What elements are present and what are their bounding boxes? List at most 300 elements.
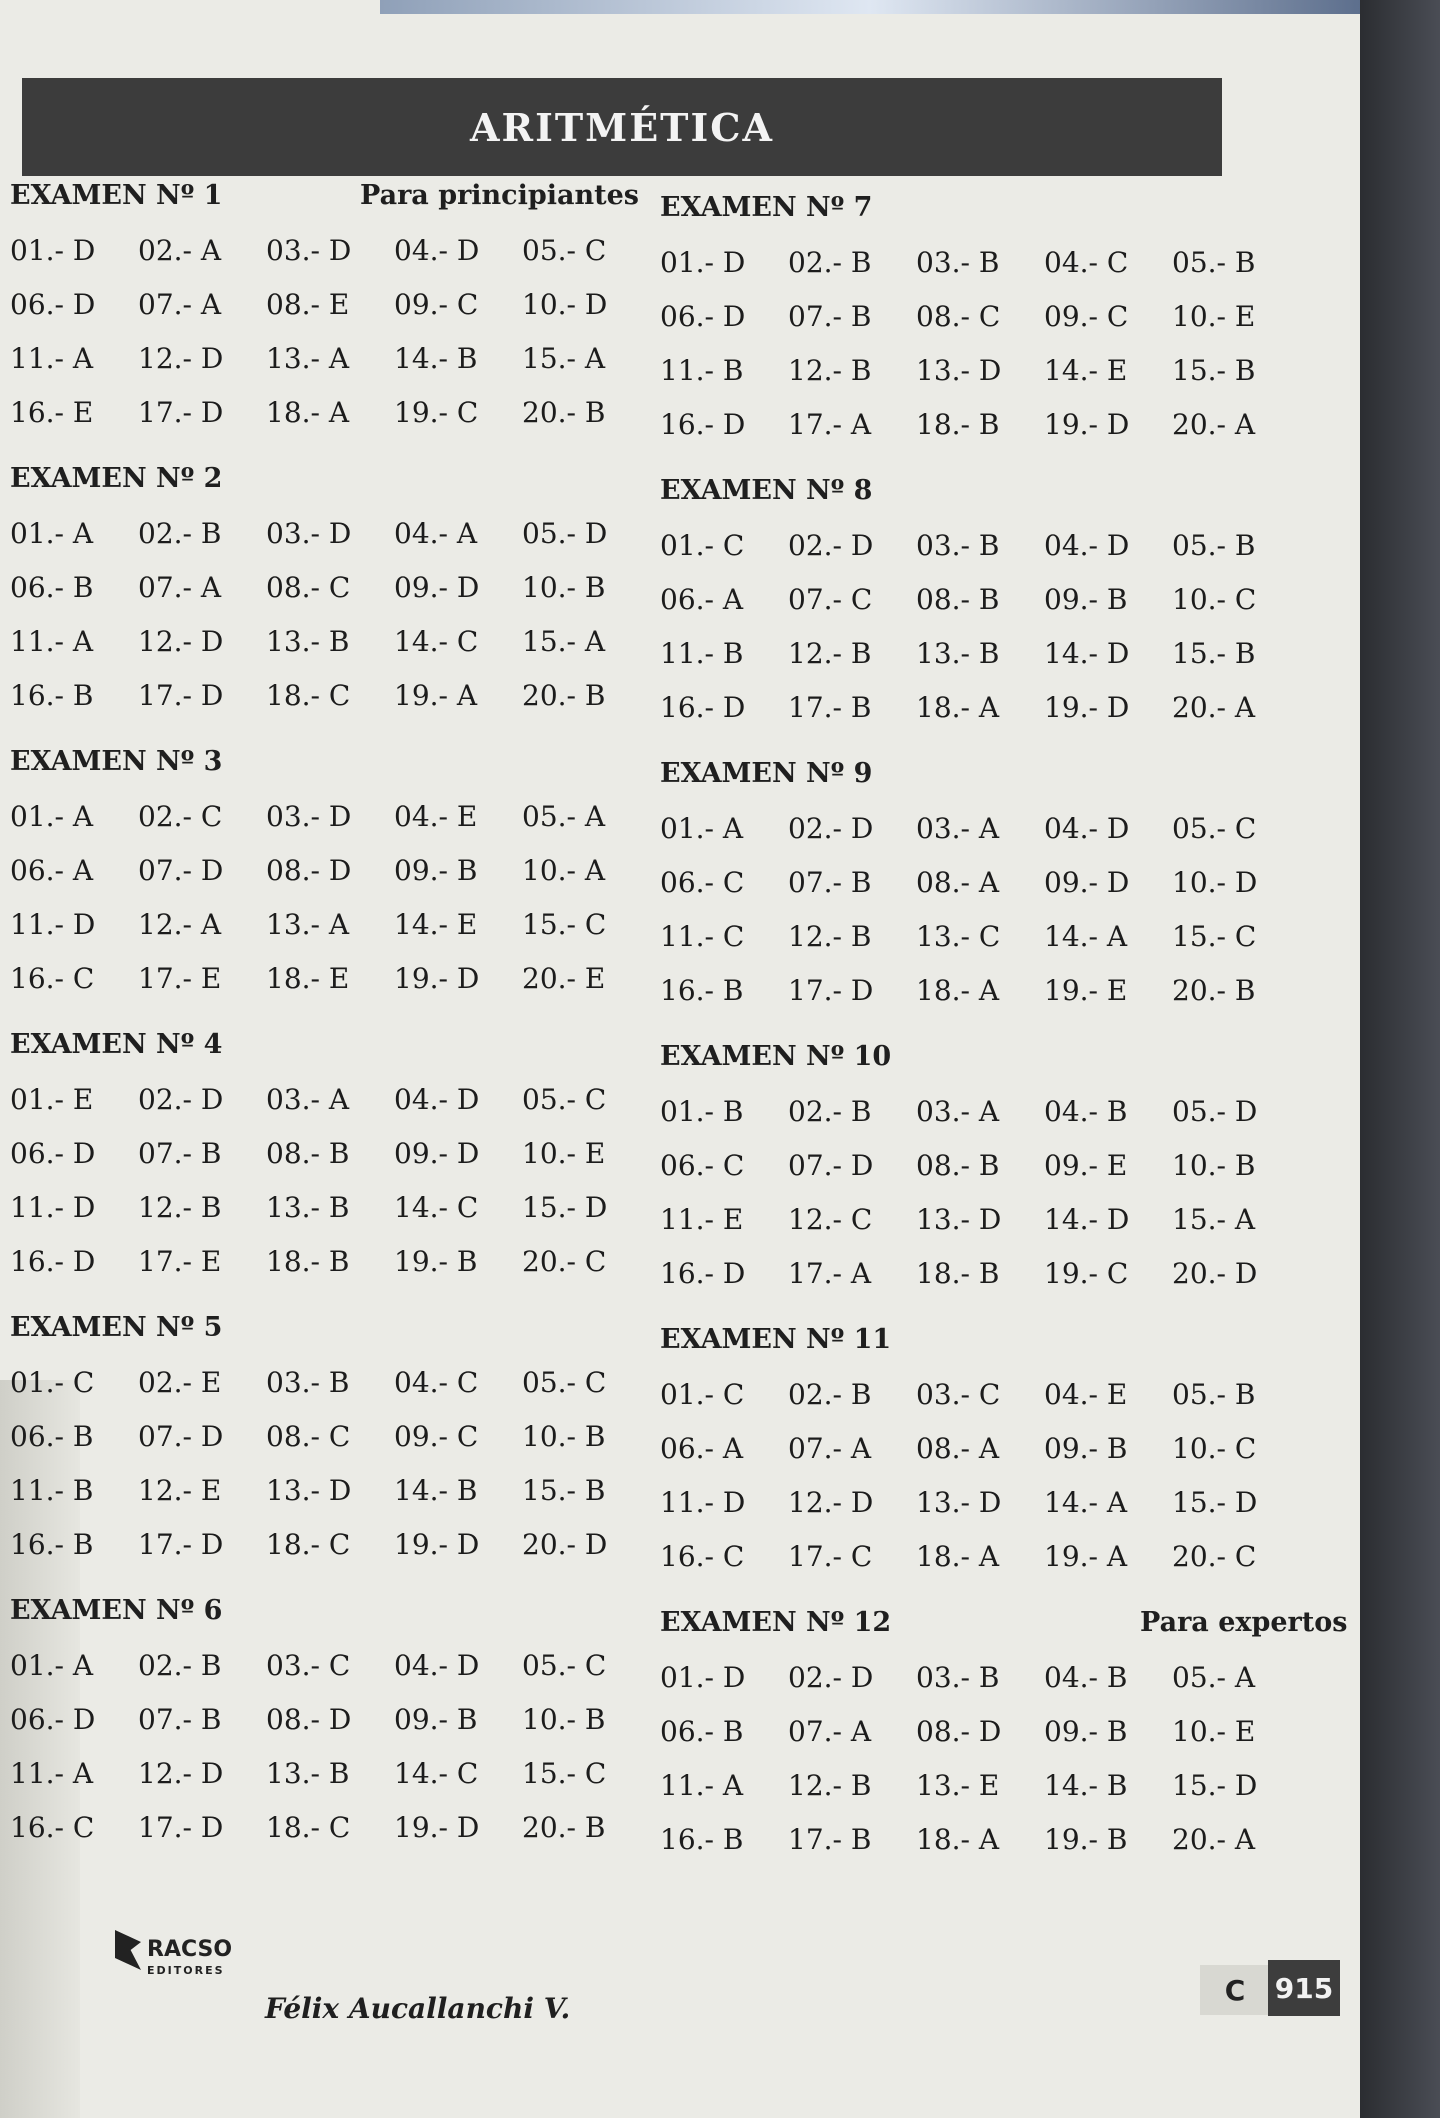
answer-item: 08.- A (916, 866, 1000, 899)
exam-subtitle: Para principiantes (360, 180, 639, 211)
answer-item: 09.- B (1044, 1432, 1128, 1465)
answer-item: 06.- D (10, 288, 96, 321)
answer-item: 16.- C (10, 962, 95, 995)
answer-item: 04.- B (1044, 1661, 1128, 1694)
answer-item: 01.- C (10, 1366, 95, 1399)
answer-item: 20.- D (1172, 1257, 1258, 1290)
answer-item: 09.- E (1044, 1149, 1128, 1182)
section-letter: C (1200, 1965, 1270, 2015)
exam-block (660, 192, 1320, 475)
answer-item: 14.- C (394, 1757, 479, 1790)
answer-item: 02.- A (138, 234, 222, 267)
answer-item: 19.- C (394, 396, 479, 429)
exam-title: EXAMEN Nº 9 (660, 758, 873, 789)
answer-item: 06.- B (660, 1715, 744, 1748)
answer-item: 16.- D (660, 1257, 746, 1290)
answer-item: 20.- B (1172, 974, 1256, 1007)
answer-item: 09.- C (1044, 300, 1129, 333)
answer-item: 04.- E (394, 800, 478, 833)
racso-logo-icon (115, 1930, 141, 1970)
answer-item: 12.- B (138, 1191, 222, 1224)
answer-item: 19.- E (1044, 974, 1128, 1007)
answer-item: 16.- B (660, 1823, 744, 1856)
answer-item: 07.- A (138, 288, 222, 321)
answer-item: 06.- A (10, 854, 94, 887)
answer-item: 07.- D (788, 1149, 874, 1182)
answer-item: 11.- D (660, 1486, 746, 1519)
publisher-name: RACSO (147, 1937, 233, 1962)
answer-item: 01.- A (10, 800, 94, 833)
answer-item: 16.- B (660, 974, 744, 1007)
answer-item: 03.- D (266, 800, 352, 833)
exam-title: EXAMEN Nº 2 (10, 463, 223, 494)
exam-header (10, 463, 670, 511)
answer-item: 08.- D (916, 1715, 1002, 1748)
author-name: Félix Aucallanchi V. (265, 1992, 571, 2025)
answer-item: 06.- B (10, 1420, 94, 1453)
answer-item: 14.- A (1044, 920, 1128, 953)
answer-grid (660, 240, 1320, 444)
answer-item: 14.- E (1044, 354, 1128, 387)
answer-item: 18.- A (916, 691, 1000, 724)
answer-item: 10.- C (1172, 1432, 1257, 1465)
answer-item: 01.- E (10, 1083, 94, 1116)
answer-item: 03.- C (916, 1378, 1001, 1411)
answer-item: 14.- B (394, 1474, 478, 1507)
answer-item: 06.- D (10, 1703, 96, 1736)
answer-item: 10.- B (522, 571, 606, 604)
answer-item: 08.- B (916, 583, 1000, 616)
answer-item: 07.- A (788, 1432, 872, 1465)
answer-item: 12.- D (138, 625, 224, 658)
answer-item: 11.- A (660, 1769, 744, 1802)
answer-item: 02.- B (788, 1378, 872, 1411)
answer-item: 11.- D (10, 908, 96, 941)
answer-item: 08.- A (916, 1432, 1000, 1465)
exam-header (660, 758, 1320, 806)
answer-item: 07.- D (138, 1420, 224, 1453)
answer-item: 07.- B (138, 1137, 222, 1170)
exam-block (10, 463, 670, 746)
answer-item: 14.- E (394, 908, 478, 941)
answer-item: 03.- D (266, 517, 352, 550)
answer-item: 09.- D (394, 571, 480, 604)
answer-item: 02.- B (138, 517, 222, 550)
answer-item: 09.- B (1044, 583, 1128, 616)
answer-item: 01.- C (660, 1378, 745, 1411)
answer-item: 17.- D (138, 1811, 224, 1844)
answer-item: 01.- C (660, 529, 745, 562)
answer-item: 05.- C (522, 234, 607, 267)
answer-item: 02.- D (788, 529, 874, 562)
answer-item: 09.- C (394, 1420, 479, 1453)
answer-item: 04.- D (394, 234, 480, 267)
answer-item: 02.- D (788, 1661, 874, 1694)
answer-item: 15.- C (522, 1757, 607, 1790)
answer-item: 06.- B (10, 571, 94, 604)
exam-header (10, 1312, 670, 1360)
exam-header (660, 192, 1320, 240)
answer-item: 03.- C (266, 1649, 351, 1682)
answer-item: 09.- C (394, 288, 479, 321)
exam-header (660, 1607, 1348, 1655)
answer-item: 12.- B (788, 637, 872, 670)
answer-item: 08.- D (266, 854, 352, 887)
answer-item: 12.- D (788, 1486, 874, 1519)
answer-item: 02.- D (788, 812, 874, 845)
answer-item: 10.- B (1172, 1149, 1256, 1182)
answer-item: 18.- C (266, 1811, 351, 1844)
answer-item: 13.- A (266, 908, 350, 941)
answer-item: 11.- B (660, 354, 744, 387)
answer-item: 20.- A (1172, 691, 1256, 724)
exam-subtitle: Para expertos (1140, 1607, 1348, 1638)
answer-item: 05.- C (1172, 812, 1257, 845)
answer-item: 19.- B (394, 1245, 478, 1278)
answer-grid (10, 794, 670, 998)
answer-item: 15.- D (1172, 1769, 1258, 1802)
answer-item: 15.- A (522, 625, 606, 658)
answer-item: 05.- C (522, 1083, 607, 1116)
answer-item: 19.- A (394, 679, 478, 712)
answer-item: 16.- B (10, 679, 94, 712)
answer-item: 11.- A (10, 342, 94, 375)
answer-item: 04.- E (1044, 1378, 1128, 1411)
answer-item: 07.- B (138, 1703, 222, 1736)
exam-title: EXAMEN Nº 8 (660, 475, 873, 506)
publisher-sub: EDITORES (147, 1964, 225, 1977)
answer-item: 05.- D (1172, 1095, 1258, 1128)
answer-item: 20.- C (1172, 1540, 1257, 1573)
answer-item: 05.- D (522, 517, 608, 550)
answer-item: 02.- B (788, 1095, 872, 1128)
top-strip (380, 0, 1360, 14)
answer-item: 08.- C (916, 300, 1001, 333)
answer-item: 03.- D (266, 234, 352, 267)
answer-item: 01.- D (10, 234, 96, 267)
answer-item: 05.- C (522, 1649, 607, 1682)
answer-item: 07.- B (788, 300, 872, 333)
exam-block (660, 1607, 1348, 1890)
answer-item: 10.- D (1172, 866, 1258, 899)
answer-item: 18.- A (916, 974, 1000, 1007)
answer-item: 11.- B (10, 1474, 94, 1507)
answer-item: 05.- B (1172, 246, 1256, 279)
exam-header (660, 1324, 1320, 1372)
answer-item: 01.- A (10, 1649, 94, 1682)
answer-item: 17.- A (788, 408, 872, 441)
answer-item: 10.- B (522, 1703, 606, 1736)
exam-header (660, 475, 1320, 523)
answer-item: 16.- D (660, 408, 746, 441)
answer-item: 09.- B (394, 854, 478, 887)
exam-title: EXAMEN Nº 11 (660, 1324, 892, 1355)
answer-item: 20.- A (1172, 1823, 1256, 1856)
answer-item: 18.- C (266, 1528, 351, 1561)
answer-item: 13.- D (916, 1486, 1002, 1519)
answer-item: 02.- E (138, 1366, 222, 1399)
answer-item: 10.- E (1172, 300, 1256, 333)
answer-grid (660, 1655, 1320, 1859)
exam-header (10, 180, 670, 228)
answer-item: 15.- B (1172, 354, 1256, 387)
answer-item: 03.- B (916, 1661, 1000, 1694)
exam-title: EXAMEN Nº 12 (660, 1607, 892, 1638)
answer-item: 15.- C (1172, 920, 1257, 953)
answer-item: 05.- B (1172, 529, 1256, 562)
answer-item: 02.- B (138, 1649, 222, 1682)
answer-item: 17.- E (138, 962, 222, 995)
answer-item: 03.- B (916, 246, 1000, 279)
answer-item: 18.- B (916, 1257, 1000, 1290)
answer-item: 13.- B (266, 1191, 350, 1224)
answer-item: 19.- D (394, 1811, 480, 1844)
answer-item: 14.- B (1044, 1769, 1128, 1802)
answer-item: 17.- B (788, 691, 872, 724)
exam-title: EXAMEN Nº 7 (660, 192, 873, 223)
exam-title: EXAMEN Nº 5 (10, 1312, 223, 1343)
answer-item: 10.- B (522, 1420, 606, 1453)
exam-block (10, 746, 670, 1029)
exam-block (660, 758, 1320, 1041)
answer-item: 17.- A (788, 1257, 872, 1290)
answer-item: 04.- B (1044, 1095, 1128, 1128)
exam-block (660, 475, 1320, 758)
answer-item: 01.- A (660, 812, 744, 845)
answer-item: 14.- A (1044, 1486, 1128, 1519)
publisher-logo (115, 1930, 232, 1977)
answer-item: 11.- C (660, 920, 745, 953)
answer-item: 10.- C (1172, 583, 1257, 616)
answer-item: 06.- D (10, 1137, 96, 1170)
exam-header (10, 1029, 670, 1077)
answer-item: 13.- A (266, 342, 350, 375)
answer-item: 14.- B (394, 342, 478, 375)
answer-item: 03.- B (266, 1366, 350, 1399)
answer-item: 14.- D (1044, 1203, 1130, 1236)
answer-item: 15.- C (522, 908, 607, 941)
answer-item: 06.- A (660, 583, 744, 616)
answer-item: 02.- C (138, 800, 223, 833)
answer-item: 19.- D (1044, 408, 1130, 441)
exam-block (10, 1029, 670, 1312)
answer-item: 05.- A (522, 800, 606, 833)
answer-grid (10, 511, 670, 715)
answer-item: 17.- C (788, 1540, 873, 1573)
answer-item: 08.- C (266, 571, 351, 604)
exam-title: EXAMEN Nº 6 (10, 1595, 223, 1626)
answer-item: 10.- E (522, 1137, 606, 1170)
book-edge (1360, 0, 1440, 2118)
answer-item: 01.- A (10, 517, 94, 550)
exam-header (10, 1595, 670, 1643)
answer-item: 13.- C (916, 920, 1001, 953)
answer-item: 17.- B (788, 1823, 872, 1856)
answer-grid (660, 1089, 1320, 1293)
answer-item: 19.- D (394, 1528, 480, 1561)
answer-item: 04.- C (1044, 246, 1129, 279)
answer-item: 17.- D (138, 679, 224, 712)
answer-item: 17.- D (138, 396, 224, 429)
answer-item: 18.- A (916, 1823, 1000, 1856)
answer-item: 13.- E (916, 1769, 1000, 1802)
answer-grid (660, 523, 1320, 727)
answer-item: 12.- B (788, 354, 872, 387)
page-header (22, 78, 1222, 176)
answer-item: 10.- A (522, 854, 606, 887)
answer-item: 19.- B (1044, 1823, 1128, 1856)
answer-item: 15.- A (1172, 1203, 1256, 1236)
answer-item: 13.- B (266, 625, 350, 658)
page-number: 915 (1268, 1960, 1340, 2016)
answer-item: 09.- B (394, 1703, 478, 1736)
answer-item: 04.- D (1044, 529, 1130, 562)
answer-grid (660, 1372, 1320, 1576)
exam-block (660, 1041, 1320, 1324)
answer-item: 04.- C (394, 1366, 479, 1399)
answer-item: 07.- D (138, 854, 224, 887)
answer-item: 08.- B (266, 1137, 350, 1170)
answer-item: 03.- A (266, 1083, 350, 1116)
answer-item: 13.- D (266, 1474, 352, 1507)
answer-item: 18.- C (266, 679, 351, 712)
answer-item: 20.- D (522, 1528, 608, 1561)
answer-item: 11.- A (10, 625, 94, 658)
answer-item: 20.- E (522, 962, 606, 995)
answer-item: 11.- A (10, 1757, 94, 1790)
answer-item: 09.- D (1044, 866, 1130, 899)
answer-item: 06.- A (660, 1432, 744, 1465)
exam-header (10, 746, 670, 794)
answer-item: 16.- B (10, 1528, 94, 1561)
answer-item: 02.- B (788, 246, 872, 279)
exam-title: EXAMEN Nº 3 (10, 746, 223, 777)
answer-item: 13.- B (266, 1757, 350, 1790)
answer-item: 17.- D (138, 1528, 224, 1561)
answer-grid (10, 1077, 670, 1281)
answer-item: 05.- B (1172, 1378, 1256, 1411)
answer-item: 12.- A (138, 908, 222, 941)
answer-item: 14.- C (394, 1191, 479, 1224)
answer-item: 06.- C (660, 866, 745, 899)
answer-item: 04.- A (394, 517, 478, 550)
answer-item: 10.- D (522, 288, 608, 321)
answer-item: 14.- D (1044, 637, 1130, 670)
exam-block (10, 1312, 670, 1595)
answer-item: 15.- D (522, 1191, 608, 1224)
answer-item: 06.- D (660, 300, 746, 333)
right-column (660, 192, 1348, 1890)
answer-item: 05.- C (522, 1366, 607, 1399)
answer-item: 05.- A (1172, 1661, 1256, 1694)
answer-item: 03.- B (916, 529, 1000, 562)
answer-item: 20.- C (522, 1245, 607, 1278)
answer-item: 17.- E (138, 1245, 222, 1278)
answer-item: 19.- C (1044, 1257, 1129, 1290)
answer-item: 19.- A (1044, 1540, 1128, 1573)
answer-item: 07.- A (138, 571, 222, 604)
answer-item: 01.- D (660, 1661, 746, 1694)
answer-item: 18.- B (916, 408, 1000, 441)
answer-item: 15.- D (1172, 1486, 1258, 1519)
answer-grid (660, 806, 1320, 1010)
answer-grid (10, 1360, 670, 1564)
answer-item: 15.- B (522, 1474, 606, 1507)
left-column (10, 180, 670, 1878)
exam-title: EXAMEN Nº 1 (10, 180, 223, 211)
answer-item: 20.- B (522, 679, 606, 712)
answer-item: 11.- E (660, 1203, 744, 1236)
answer-item: 10.- E (1172, 1715, 1256, 1748)
answer-item: 07.- B (788, 866, 872, 899)
answer-item: 08.- C (266, 1420, 351, 1453)
answer-item: 16.- C (660, 1540, 745, 1573)
answer-item: 18.- A (266, 396, 350, 429)
answer-item: 16.- C (10, 1811, 95, 1844)
page-title: ARITMÉTICA (470, 104, 774, 150)
answer-item: 03.- A (916, 812, 1000, 845)
answer-item: 13.- B (916, 637, 1000, 670)
answer-item: 09.- B (1044, 1715, 1128, 1748)
answer-item: 08.- E (266, 288, 350, 321)
answer-item: 12.- D (138, 342, 224, 375)
answer-item: 04.- D (394, 1649, 480, 1682)
answer-item: 12.- E (138, 1474, 222, 1507)
answer-item: 11.- D (10, 1191, 96, 1224)
answer-item: 15.- B (1172, 637, 1256, 670)
answer-item: 12.- B (788, 1769, 872, 1802)
exam-block (10, 1595, 670, 1878)
answer-item: 18.- E (266, 962, 350, 995)
answer-item: 06.- C (660, 1149, 745, 1182)
answer-item: 13.- D (916, 354, 1002, 387)
answer-item: 01.- B (660, 1095, 744, 1128)
answer-item: 16.- D (10, 1245, 96, 1278)
answer-item: 01.- D (660, 246, 746, 279)
answer-grid (10, 228, 670, 432)
exam-block (10, 180, 670, 463)
answer-item: 12.- D (138, 1757, 224, 1790)
answer-item: 11.- B (660, 637, 744, 670)
answer-item: 20.- B (522, 1811, 606, 1844)
answer-item: 08.- B (916, 1149, 1000, 1182)
answer-item: 20.- A (1172, 408, 1256, 441)
answer-item: 07.- A (788, 1715, 872, 1748)
answer-item: 14.- C (394, 625, 479, 658)
answer-item: 18.- B (266, 1245, 350, 1278)
answer-item: 03.- A (916, 1095, 1000, 1128)
answer-item: 15.- A (522, 342, 606, 375)
answer-item: 16.- D (660, 691, 746, 724)
answer-item: 02.- D (138, 1083, 224, 1116)
answer-item: 08.- D (266, 1703, 352, 1736)
exam-header (660, 1041, 1320, 1089)
answer-item: 16.- E (10, 396, 94, 429)
answer-item: 19.- D (1044, 691, 1130, 724)
answer-grid (10, 1643, 670, 1847)
answer-item: 12.- B (788, 920, 872, 953)
answer-item: 04.- D (1044, 812, 1130, 845)
answer-item: 18.- A (916, 1540, 1000, 1573)
exam-block (660, 1324, 1320, 1607)
answer-item: 04.- D (394, 1083, 480, 1116)
answer-item: 09.- D (394, 1137, 480, 1170)
answer-item: 12.- C (788, 1203, 873, 1236)
answer-item: 07.- C (788, 583, 873, 616)
answer-item: 19.- D (394, 962, 480, 995)
answer-item: 20.- B (522, 396, 606, 429)
exam-title: EXAMEN Nº 10 (660, 1041, 892, 1072)
